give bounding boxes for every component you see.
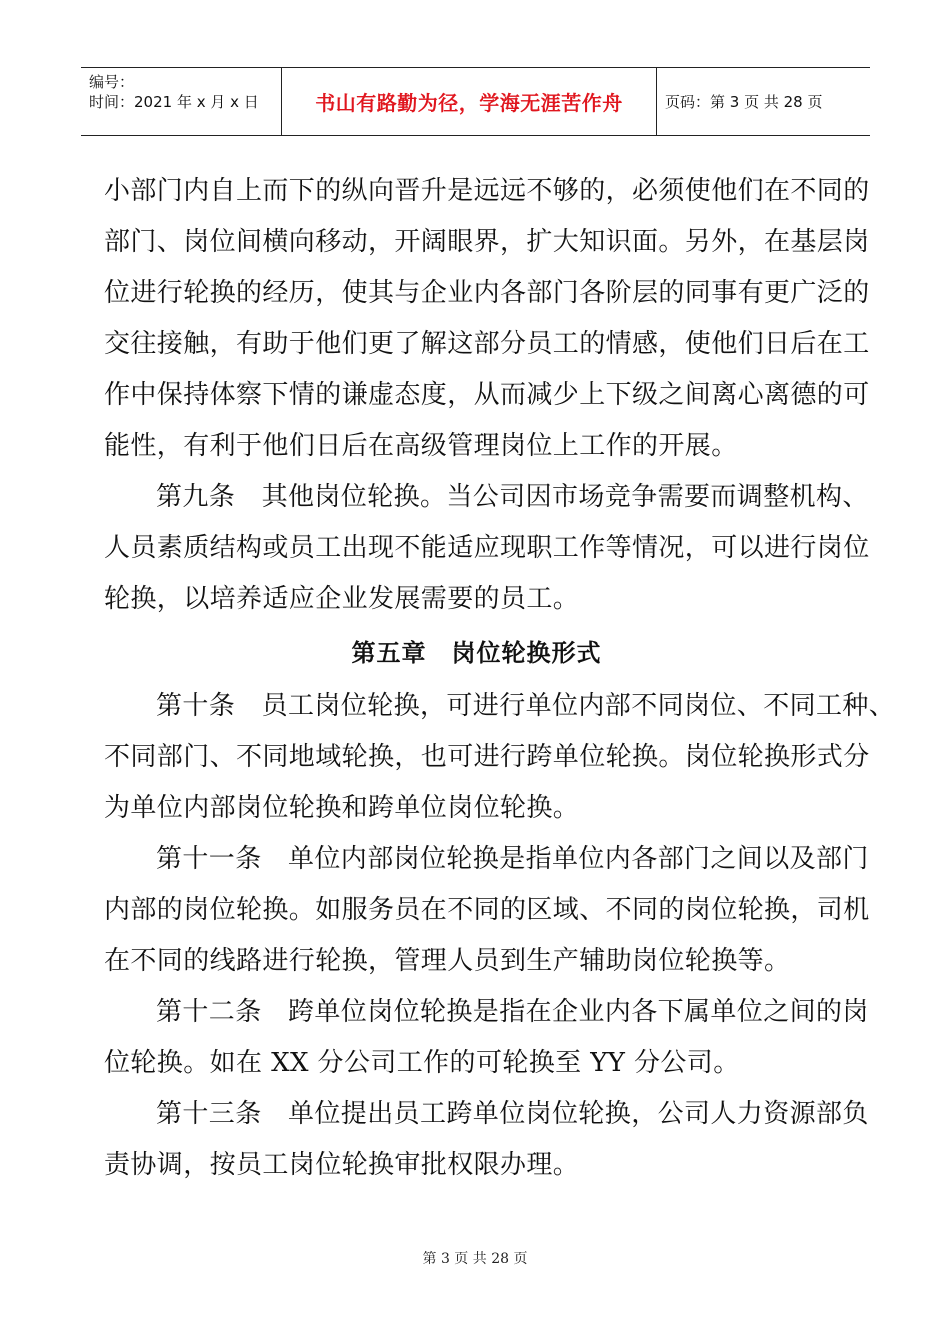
document-header [81, 67, 870, 136]
article-10-start: 第十条 员工岗位轮换，可进行单位内部不同岗位、不同工种、 [156, 691, 896, 721]
body-line: 人员素质结构或员工出现不能适应现职工作等情况，可以进行岗位 [104, 533, 870, 563]
body-line: 能性，有利于他们日后在高级管理岗位上工作的开展。 [104, 431, 738, 461]
article-11-start: 第十一条 单位内部岗位轮换是指单位内各部门之间以及部门 [156, 844, 869, 874]
document-number-label: 编号： [89, 73, 135, 91]
body-line: 位进行轮换的经历，使其与企业内各部门各阶层的同事有更广泛的 [104, 278, 870, 308]
body-line: 作中保持体察下情的谦虚态度，从而减少上下级之间离心离德的可 [104, 380, 870, 410]
document-body [104, 166, 896, 1191]
body-line: 交往接触，有助于他们更了解这部分员工的情感，使他们日后在工 [104, 329, 870, 359]
header-motto: 书山有路勤为径，学海无涯苦作舟 [282, 68, 657, 135]
article-9-start: 第九条 其他岗位轮换。当公司因市场竞争需要而调整机构、 [156, 482, 869, 512]
body-line: 为单位内部岗位轮换和跨单位岗位轮换。 [104, 793, 580, 823]
body-line: 轮换，以培养适应企业发展需要的员工。 [104, 584, 580, 614]
body-line: 内部的岗位轮换。如服务员在不同的区域、不同的岗位轮换，司机 [104, 895, 870, 925]
header-page-info: 页码：第 3 页 共 28 页 [665, 93, 823, 111]
page-footer: 第 3 页 共 28 页 [422, 1251, 528, 1267]
article-13-start: 第十三条 单位提出员工跨单位岗位轮换，公司人力资源部负 [156, 1099, 869, 1129]
body-line: 责协调，按员工岗位轮换审批权限办理。 [104, 1150, 580, 1180]
article-12-start: 第十二条 跨单位岗位轮换是指在企业内各下属单位之间的岗 [156, 997, 869, 1027]
body-line: 不同部门、不同地域轮换，也可进行跨单位轮换。岗位轮换形式分 [104, 742, 870, 772]
chapter-title: 第五章 岗位轮换形式 [351, 639, 602, 667]
header-meta-cell [81, 68, 282, 135]
body-line: 部门、岗位间横向移动，开阔眼界，扩大知识面。另外，在基层岗 [104, 227, 870, 257]
body-line: 小部门内自上而下的纵向晋升是远远不够的，必须使他们在不同的 [104, 176, 870, 206]
body-line: 位轮换。如在 XX 分公司工作的可轮换至 YY 分公司。 [104, 1048, 740, 1078]
document-time-label: 时间：2021 年 x 月 x 日 [89, 93, 259, 111]
body-line: 在不同的线路进行轮换，管理人员到生产辅助岗位轮换等。 [104, 946, 791, 976]
